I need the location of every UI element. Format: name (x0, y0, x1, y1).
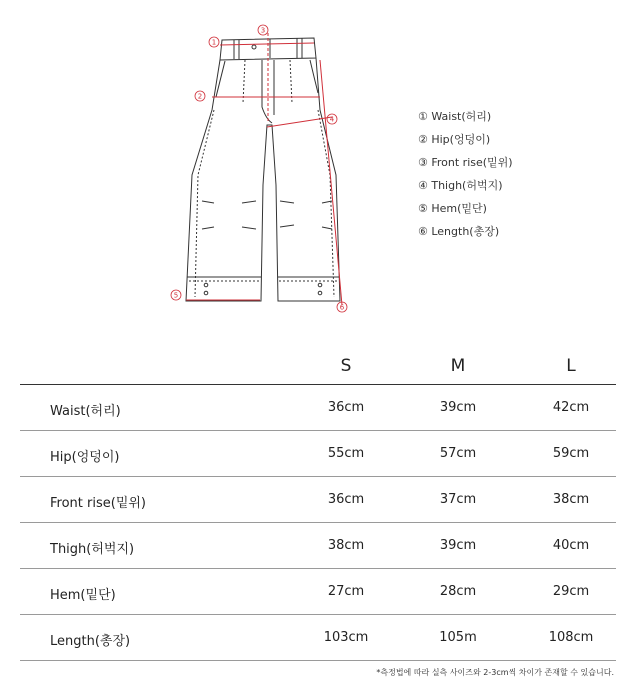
pants-outline (186, 58, 340, 301)
row-label: Front rise(밑위) (50, 496, 147, 511)
marker-6: 6 (339, 303, 345, 312)
marker-3: 3 (260, 26, 266, 35)
legend-hem: ⑤ Hem(밑단) (418, 202, 487, 215)
legend-length: ⑥ Length(총장) (418, 225, 500, 238)
size-table (20, 352, 616, 661)
row-label: Thigh(허벅지) (50, 542, 135, 557)
marker-5: 5 (173, 291, 179, 300)
cell-l: 38cm (552, 492, 590, 507)
marker-1: 1 (211, 38, 217, 47)
table-row (20, 385, 616, 431)
legend-hip: ② Hip(엉덩이) (418, 133, 491, 146)
table-row (20, 523, 616, 569)
cell-l: 59cm (552, 446, 590, 461)
legend-thigh: ④ Thigh(허벅지) (418, 179, 503, 192)
marker-2: 2 (197, 92, 203, 101)
table-row (20, 615, 616, 661)
legend-front-rise: ③ Front rise(밑위) (418, 156, 513, 169)
table-row (20, 431, 616, 477)
cell-m: 28cm (439, 584, 477, 599)
measurement-footnote: *측정법에 따라 실측 사이즈와 2-3cm씩 차이가 존재할 수 있습니다. (376, 668, 614, 677)
cell-m: 39cm (439, 400, 477, 415)
length-measure-line (320, 60, 342, 305)
cell-s: 27cm (327, 584, 365, 599)
cell-s: 38cm (327, 538, 365, 553)
cell-m: 37cm (439, 492, 477, 507)
cell-l: 40cm (552, 538, 590, 553)
cell-s: 36cm (327, 492, 365, 507)
column-s: S (340, 356, 352, 376)
table-header (20, 352, 616, 385)
legend-waist: ① Waist(허리) (418, 110, 492, 123)
cell-s: 36cm (327, 400, 365, 415)
cell-s: 55cm (327, 446, 365, 461)
cell-m: 39cm (439, 538, 477, 553)
column-m: M (450, 356, 466, 376)
measurement-legend (418, 105, 513, 243)
cell-l: 108cm (548, 630, 594, 645)
row-label: Waist(허리) (50, 404, 121, 419)
column-l: L (566, 356, 576, 376)
row-label: Length(총장) (50, 634, 131, 649)
table-row (20, 569, 616, 615)
row-label: Hip(엉덩이) (50, 450, 120, 465)
cell-l: 42cm (552, 400, 590, 415)
cell-m: 105m (439, 630, 477, 645)
cell-s: 103cm (323, 630, 369, 645)
marker-4: 4 (329, 115, 335, 124)
table-row (20, 477, 616, 523)
row-label: Hem(밑단) (50, 588, 116, 603)
thigh-measure-line (267, 117, 332, 127)
pants-diagram (150, 15, 380, 320)
cell-l: 29cm (552, 584, 590, 599)
cell-m: 57cm (439, 446, 477, 461)
